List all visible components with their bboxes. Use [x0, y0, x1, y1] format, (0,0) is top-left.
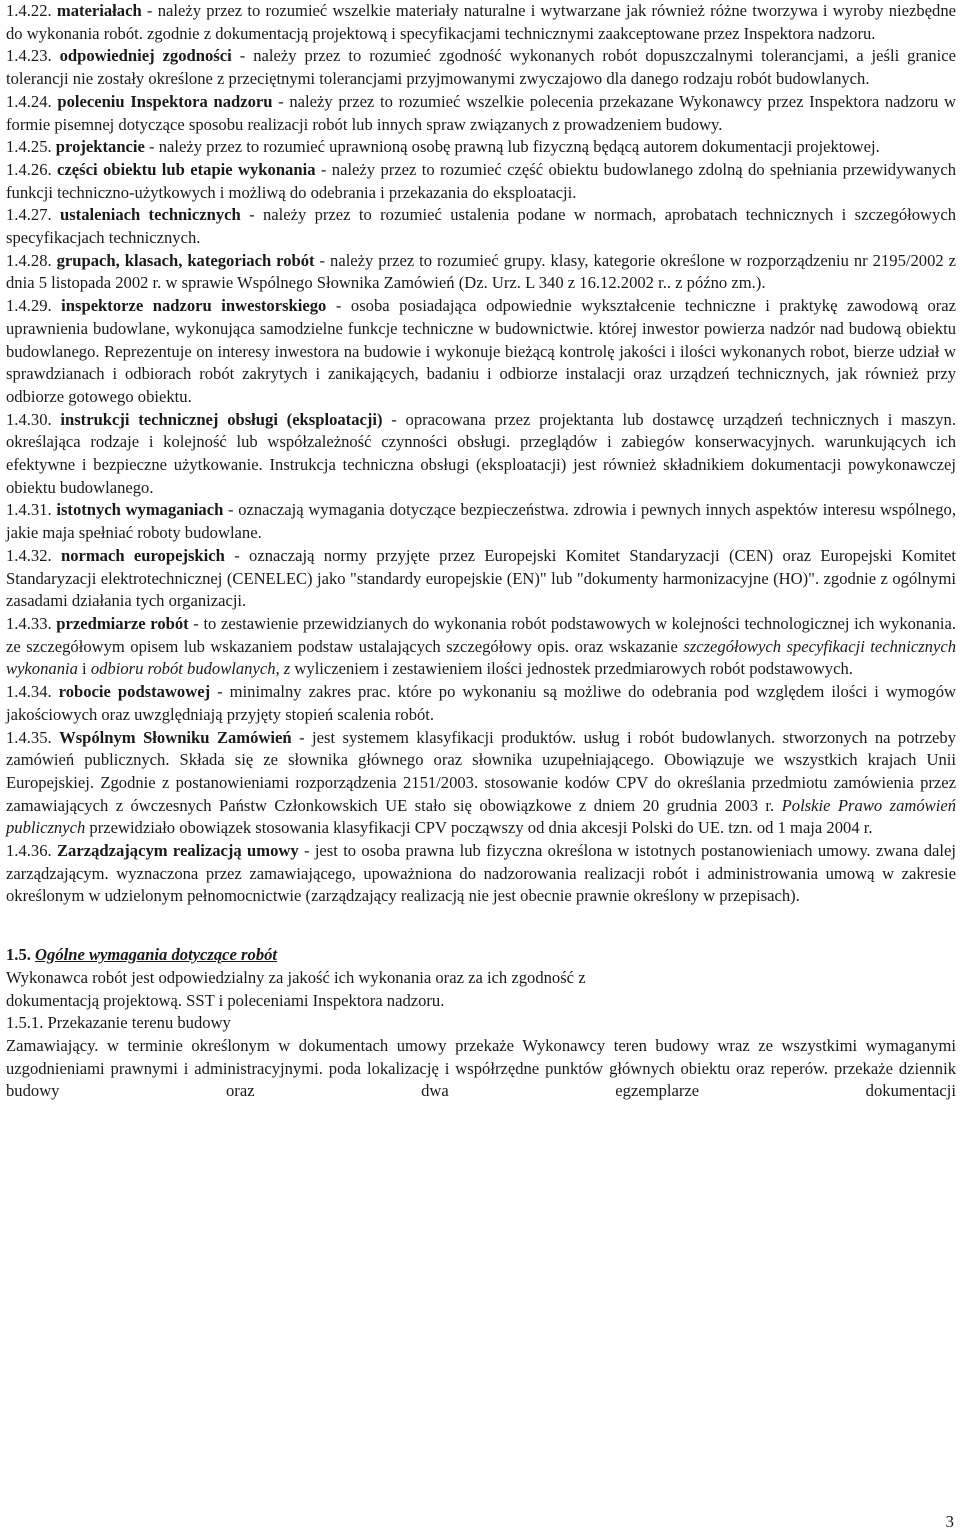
- definition-1-4-22: [6, 0, 956, 45]
- definition-text: - opracowana przez projektanta lub dostawcę urządzeń technicznych i maszyn. określająca rodzaje i kolejność lub współzależność czynności obsługi. przeglądów i zabiegów konserwacyjnych. warunkujących ich efektywne i bezpieczne użytkowanie. Instrukcja techniczna obsługi (eksploatacji) jest również składnikiem dokumentacji powykonawczej obiektu budowlanego.: [6, 409, 956, 497]
- definition-number: 1.4.24.: [6, 91, 52, 111]
- definition-number: 1.4.35.: [6, 727, 52, 747]
- definition-term: projektancie: [55, 137, 145, 157]
- subsection-text: Zamawiający. w terminie określonym w dokumentach umowy przekaże Wykonawcy teren budowy wraz ze wszystkimi wymaganymi uzgodnieniami prawnymi i administracyjnymi. poda lokalizację i współrzędne punktów głównych obiektu oraz reperów. przekaże dziennik budowy oraz dwa egzemplarze dokumentacji: [6, 1035, 956, 1101]
- definition-number: 1.4.27.: [6, 205, 52, 225]
- definition-1-4-32: [6, 545, 956, 613]
- definition-term: przedmiarze robót: [56, 613, 189, 633]
- definition-1-4-34: [6, 681, 956, 726]
- definition-term: materiałach: [56, 1, 142, 20]
- definition-text: - należy przez to rozumieć wszelkie materiały naturalne i wytwarzane jak również różne tworzywa i wyroby niezbędne do wykonania robót. zgodnie z dokumentacją projektową i specyfikacjami technicznymi zaakceptowane przez Inspektora nadzoru.: [6, 1, 956, 43]
- definition-1-4-26: [6, 159, 956, 204]
- definition-text: - oznaczają wymagania dotyczące bezpieczeństwa. zdrowia i pewnych innych aspektów interesu wspólnego, jakie maja spełniać roboty budowlane.: [6, 500, 957, 543]
- definition-term: normach europejskich: [60, 545, 225, 565]
- definition-1-4-27: [6, 204, 956, 249]
- document-page: [6, 0, 956, 1103]
- definition-number: 1.4.22.: [6, 1, 52, 20]
- definition-number: 1.4.36.: [6, 841, 52, 861]
- definition-number: 1.4.28.: [6, 250, 52, 270]
- definition-term: inspektorze nadzoru inwestorskiego: [61, 296, 327, 316]
- section-intro-line: dokumentacją projektową. SST i poleceniami Inspektora nadzoru.: [6, 990, 445, 1010]
- definition-1-4-28: [6, 250, 956, 295]
- definition-text: - minimalny zakres prac. które po wykonaniu są możliwe do odebrania pod względem ilości i wymogów jakościowych oraz uwzględniają przyjęty stopień scalenia robót.: [6, 682, 956, 724]
- definition-number: 1.4.26.: [6, 159, 52, 179]
- definition-text: - to zestawienie przewidzianych do wykonania robót podstawowych w kolejności technologicznej ich wykonania. ze szczegółowym opisem lub wskazaniem podstaw ustalających szczegółowy opis. oraz wskazanie: [6, 613, 956, 656]
- subsection-heading: 1.5.1. Przekazanie terenu budowy: [6, 1013, 231, 1033]
- definition-italic: Polskie Prawo zamówień publicznych: [6, 795, 956, 838]
- definition-italic: szczegółowych specyfikacji technicznych wykonania: [6, 636, 956, 679]
- definition-text: - należy przez to rozumieć ustalenia podane w normach, aprobatach technicznych i szczegółowych specyfikacjach technicznych.: [6, 205, 956, 248]
- definition-1-4-31: [6, 499, 956, 544]
- definition-text: - jest to osoba prawna lub fizyczna określona w istotnych postanowieniach umowy. zwana dalej zarządzającym. wyznaczona przez zamawiającego, upoważniona do nadzorowania realizacji robót i administrowania umową w zakresie określonym w udzielonym pełnomocnictwie (zarządzający realizacją nie jest obecnie prawnie określony w przepisach).: [6, 841, 956, 906]
- definition-text: - oznaczają normy przyjęte przez Europejski Komitet Standaryzacji (CEN) oraz Europejski Komitet Standaryzacji elektrotechnicznej (CENELEC) jako "standardy europejskie (EN)" lub "dokumenty harmonizacyjne (HO)". zgodnie z ogólnymi zasadami działania tych organizacji.: [6, 545, 957, 611]
- definition-number: 1.4.30.: [6, 409, 52, 429]
- definition-term: grupach, klasach, kategoriach robót: [56, 250, 315, 270]
- definition-number: 1.4.32.: [6, 545, 52, 565]
- definition-term: Zarządzającym realizacją umowy: [56, 841, 299, 861]
- section-number: 1.5.: [6, 945, 31, 965]
- section-gap: [6, 908, 956, 944]
- definition-1-4-33: [6, 613, 956, 681]
- definition-text: - należy przez to rozumieć część obiektu budowlanego zdolną do spełniania przewidywanych funkcji techniczno-użytkowych i możliwą do odebrania i przekazania do eksploatacji.: [6, 159, 956, 202]
- definition-text: - należy przez to rozumieć zgodność wykonanych robót dopuszczalnymi tolerancjami, a jeśli granice tolerancji nie zostały określone z przeciętnymi tolerancjami przyjmowanymi zwyczajowo dla danego rodzaju robót budowlanych.: [6, 46, 956, 89]
- definition-text: - należy przez to rozumieć wszelkie polecenia przekazane Wykonawcy przez Inspektora nadzoru w formie pisemnej dotyczące sposobu realizacji robót lub innych spraw związanych z prowadzeniem budowy.: [6, 91, 956, 134]
- definition-term: Wspólnym Słowniku Zamówień: [59, 727, 292, 747]
- definition-term: części obiektu lub etapie wykonania: [57, 159, 316, 179]
- definition-1-4-30: [6, 409, 956, 500]
- definition-text: przewidziało obowiązek stosowania klasyfikacji CPV począwszy od dnia akcesji Polski do UE. tzn. od 1 maja 2004 r.: [85, 818, 873, 838]
- definition-1-4-23: [6, 45, 956, 90]
- definition-term: instrukcji technicznej obsługi (eksploatacji): [60, 409, 383, 429]
- definition-text: wyliczeniem i zestawieniem ilości jednostek przedmiarowych robót podstawowych.: [290, 659, 853, 679]
- definition-1-4-24: [6, 91, 956, 136]
- section-heading: [6, 944, 956, 967]
- definition-term: odpowiedniej zgodności: [59, 46, 232, 66]
- definition-number: 1.4.25.: [6, 137, 52, 157]
- definition-text: - jest systemem klasyfikacji produktów. usług i robót budowlanych. stworzonych na potrzeby zamówień publicznych. Składa się ze słownika głównego oraz słownika uzupełniającego. Obowiązuje we wszystkich krajach Unii Europejskiej. Zgodnie z postanowieniami rozporządzenia 2151/2003. stosowanie kodów CPV do określania przedmiotu zamówienia przez zamawiających z ówczesnych Państw Członkowskich UE stało się obowiązkowe z dniem 20 grudnia 2003 r.: [6, 727, 956, 815]
- section-intro-line: Wykonawca robót jest odpowiedzialny za jakość ich wykonania oraz za ich zgodność z: [6, 967, 586, 987]
- definition-term: istotnych wymaganiach: [56, 500, 224, 520]
- definition-text: - należy przez to rozumieć grupy. klasy, kategorie określone w rozporządzeniu nr 2195/2002 z dnia 5 listopada 2002 r. w sprawie Wspólnego Słownika Zamówień (Dz. Urz. L 340 z 16.12.2002 r.. z późno zm.).: [6, 250, 956, 293]
- definition-number: 1.4.34.: [6, 682, 52, 702]
- definition-1-4-29: [6, 295, 956, 409]
- definition-1-4-36: [6, 840, 956, 908]
- definition-1-4-25: [6, 136, 956, 159]
- definition-italic: odbioru robót budowlanych, z: [90, 659, 291, 679]
- definition-number: 1.4.23.: [6, 46, 52, 66]
- definition-text: i: [77, 659, 91, 679]
- definition-text: - należy przez to rozumieć uprawnioną osobę prawną lub fizyczną będącą autorem dokumentacji projektowej.: [144, 137, 880, 157]
- section-title: Ogólne wymagania dotyczące robót: [35, 945, 278, 965]
- definition-1-4-35: [6, 727, 956, 841]
- definition-term: robocie podstawowej: [58, 682, 211, 702]
- definition-term: ustaleniach technicznych: [60, 205, 241, 225]
- definition-number: 1.4.31.: [6, 500, 52, 520]
- section-intro: [6, 967, 956, 1012]
- definition-number: 1.4.33.: [6, 613, 52, 633]
- definition-number: 1.4.29.: [6, 296, 52, 316]
- definition-text: - osoba posiadająca odpowiednie wykształcenie techniczne i praktykę zawodową oraz uprawnienia budowlane, wykonująca samodzielne funkcje techniczne w budownictwie. której inwestor powierza nadzór nad budową obiektu budowlanego. Reprezentuje on interesy inwestora na budowie i wykonuje bieżącą kontrolę jakości i ilości wykonanych robot, bierze udział w sprawdzianach i odbiorach robót zakrytych i zanikających, badaniu i odbiorze instalacji oraz urządzeń technicznych, jak również przy odbiorze gotowego obiektu.: [6, 296, 957, 406]
- definition-term: poleceniu Inspektora nadzoru: [57, 91, 273, 111]
- page-number: 3: [945, 1512, 954, 1531]
